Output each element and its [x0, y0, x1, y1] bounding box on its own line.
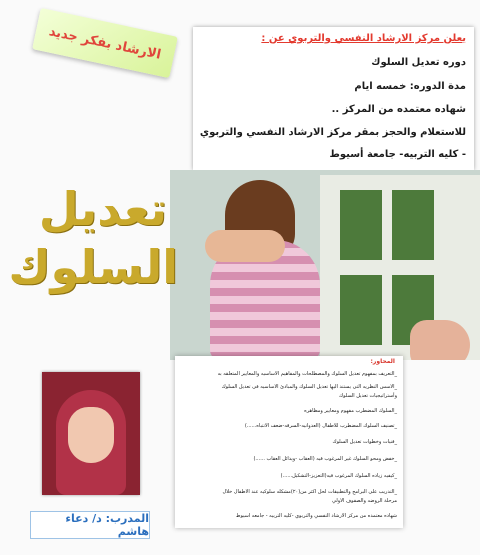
title-line-2: السلوك [8, 240, 178, 294]
course-name: دوره تعديل السلوك [371, 57, 466, 68]
title-line-1: تعديل [38, 182, 168, 236]
slogan-text: الارشاد بفكر جديد [47, 23, 163, 63]
child-arm [205, 230, 285, 262]
content-item: وأستراتيجيات تعديل السلوك [338, 393, 397, 399]
content-item: _فنيات وخطوات تعديل السلوك [332, 439, 397, 445]
faculty-note: - كليه التربيه- جامعة أسيوط [329, 149, 466, 160]
certificate-note: شهاده معتمده من المركز .. [331, 104, 466, 115]
content-item: _تصنيف السلوك المضطرب للاطفال (العدوانيه-السرقه-ضعف الانتباه......) [244, 423, 397, 429]
content-item: شهاده معتمده من مركز الارشاد النفسي والتربوي -كليه التربيه - جامعه اسيوط [235, 513, 397, 519]
trainer-name: المدرب: د/ دعاء هاشم [65, 512, 149, 538]
slogan-tag [32, 8, 178, 78]
announcement-box [193, 27, 474, 170]
child-photo [170, 170, 480, 360]
main-title [8, 180, 178, 296]
content-item: _التعريف بمفهوم تعديل السلوك والمصطلحات والمفاهيم الاساسيه والمعايير المتعلقه به [217, 371, 397, 377]
trainer-photo [42, 372, 140, 495]
content-item: _خفض ومحو السلوك غير المرغوب فيه (العقاب -ويدائل العقاب ......) [253, 456, 397, 462]
content-item: _السلوك المضطرب مفهوم ومعايير ومظاهره [304, 408, 397, 414]
content-item: _كيفيه زياده السلوك المرغوب فيه(التعزيز-التشكيل......) [280, 473, 397, 479]
face-shape [68, 407, 114, 463]
trainer-label [30, 511, 150, 539]
reaching-hand [410, 320, 470, 360]
content-heading: المحاور: [370, 358, 395, 365]
inquiry-note: للاستعلام والحجز بمقر مركز الارشاد النفسي والتربوي [199, 127, 466, 138]
content-item: _التدريب على البرامج والتطبيقات لحل اكثر من(٢٠)مشكله سلوكيه عند الاطفال خلال [222, 489, 397, 495]
content-item: _الاسس النظريه التى يستند اليها تعديل السلوك والمبادئ الاساسيه فى تعديل السلوك [221, 384, 397, 390]
content-item: مرحلة الروضه والصفوف الاولي [332, 498, 397, 504]
announcement-heading: يعلن مركز الارشاد النفسي والتربوي عن : [261, 33, 466, 44]
course-duration: مدة الدوره: خمسه ايام [354, 81, 466, 92]
content-box [175, 356, 403, 528]
